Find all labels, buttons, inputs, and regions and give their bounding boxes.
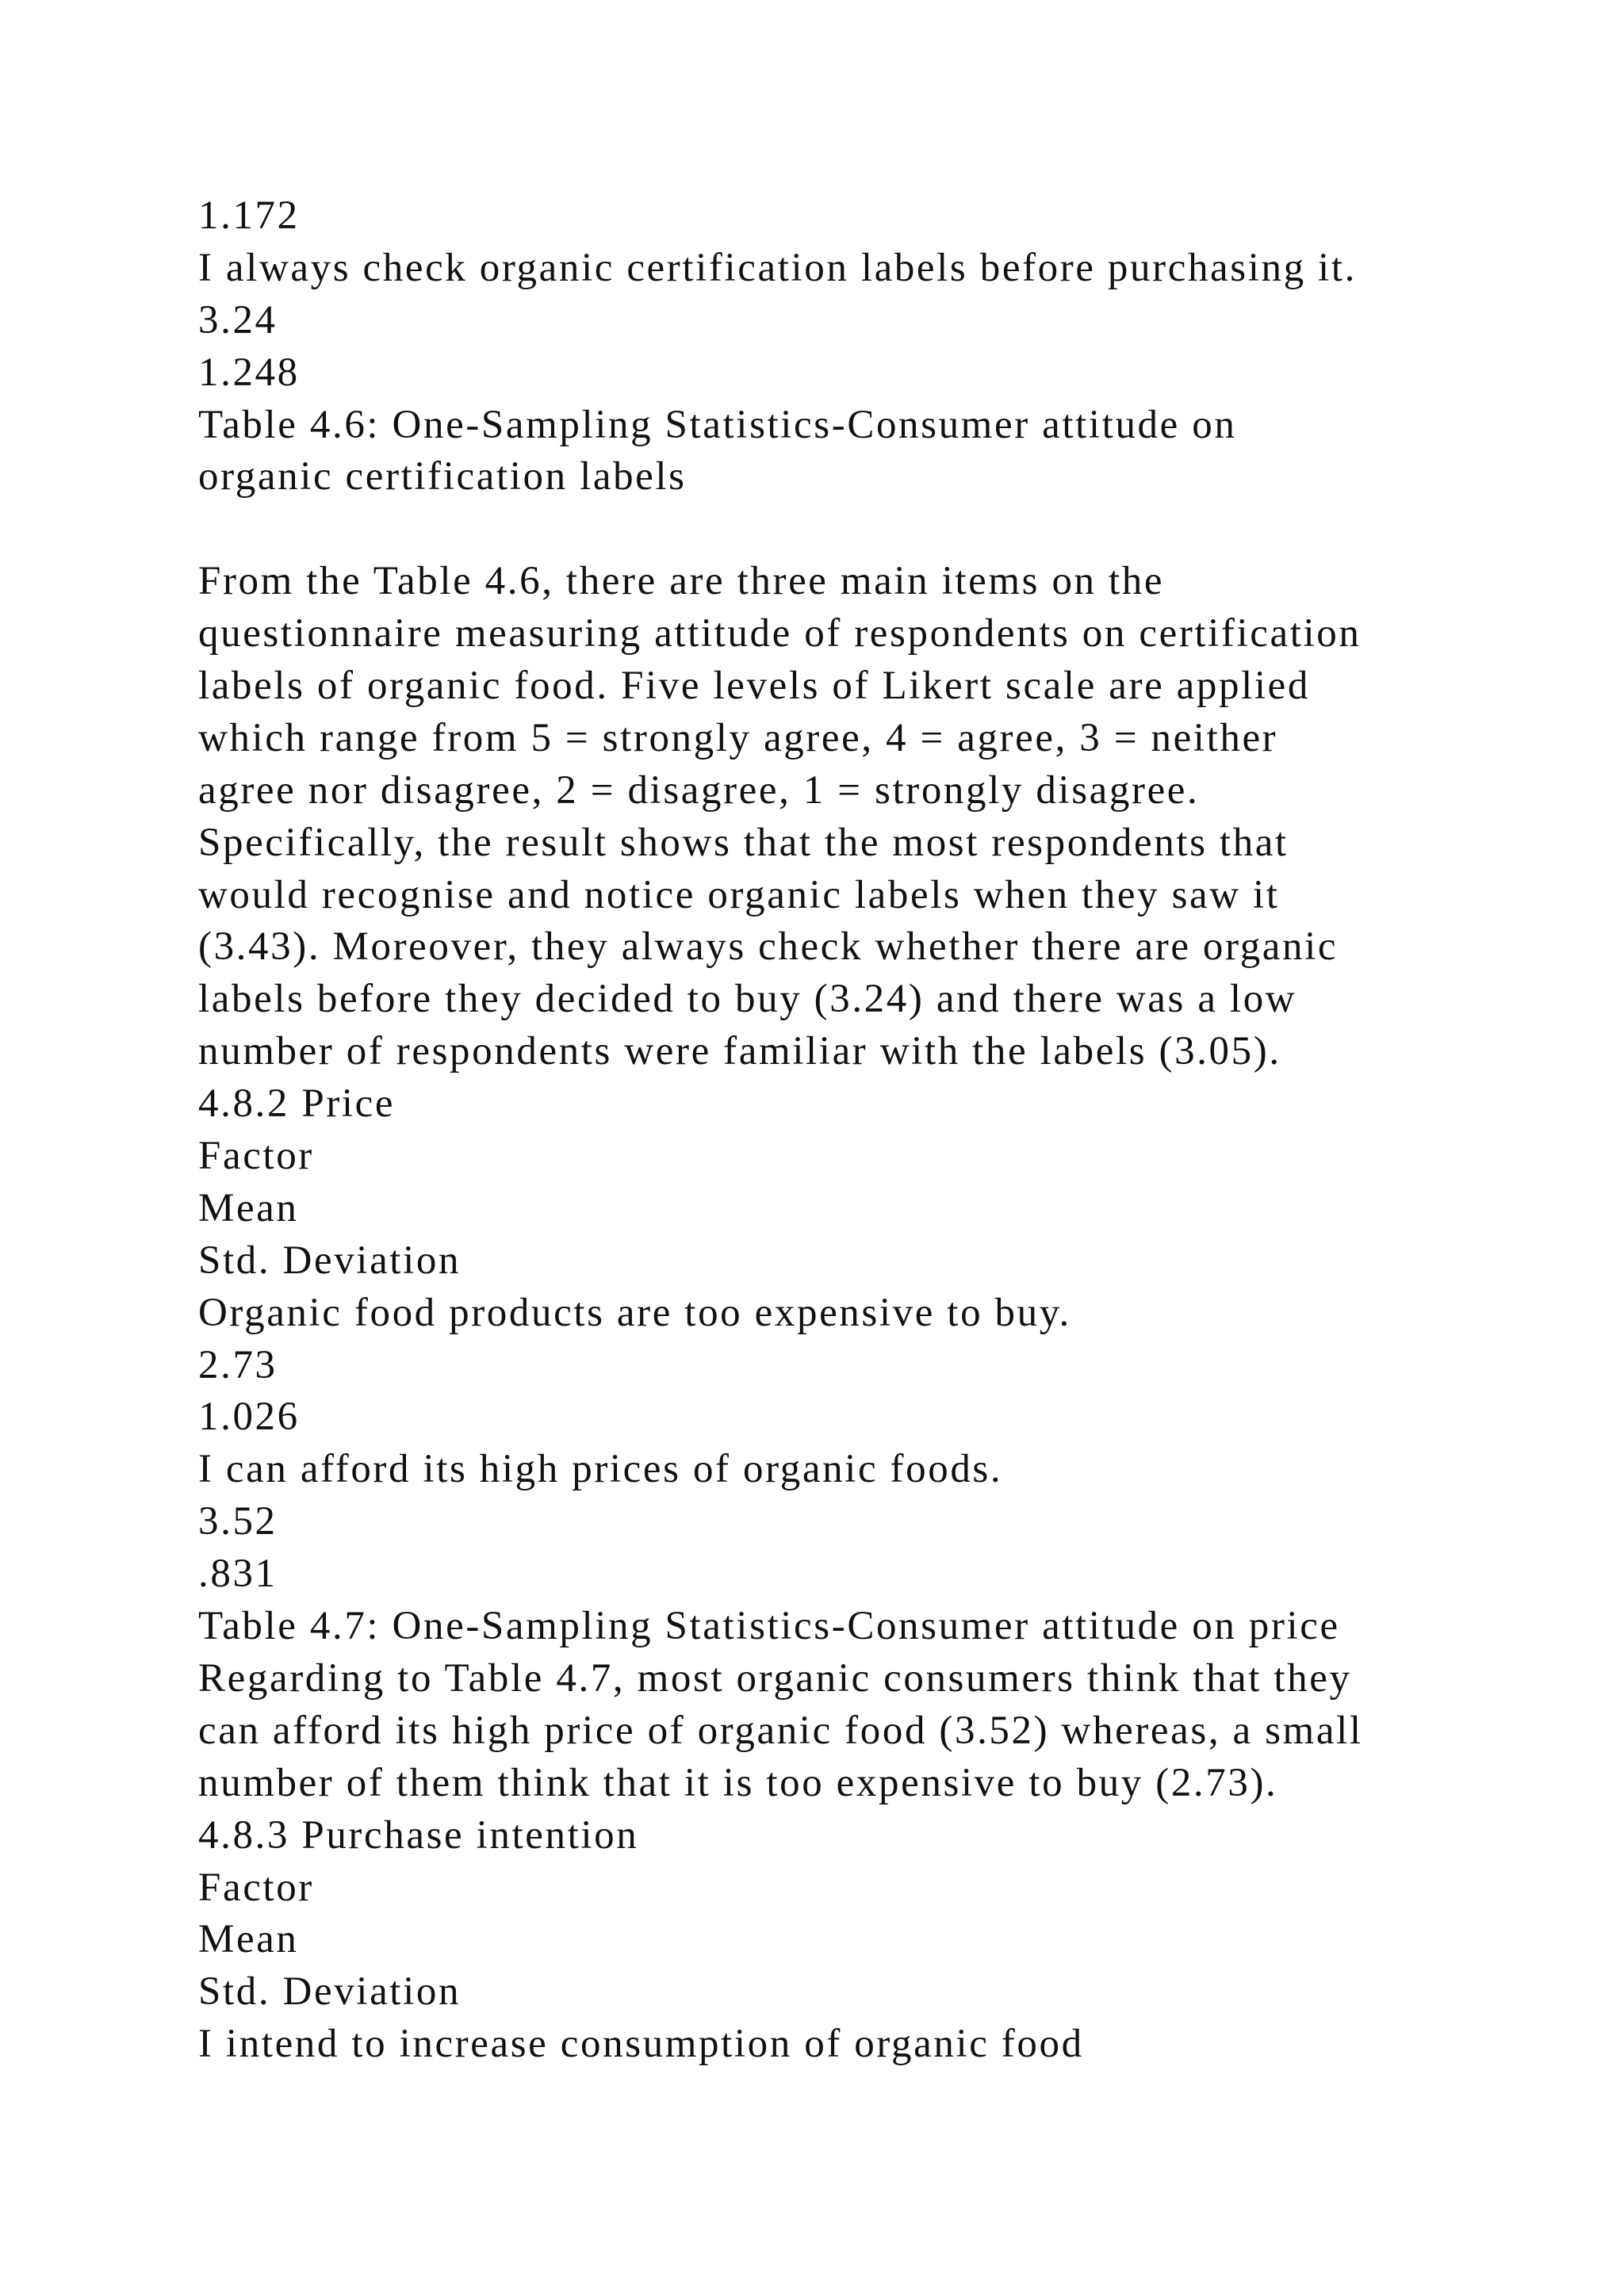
paragraph-line: would recognise and notice organic labels when they saw it <box>198 872 1280 917</box>
table-cell-mean: 3.52 <box>198 1499 278 1544</box>
table-header-std-deviation: Std. Deviation <box>198 1969 462 2015</box>
table-cell-factor: I intend to increase consumption of organic food <box>198 2022 1084 2067</box>
table-cell-factor: I can afford its high prices of organic foods. <box>198 1447 1003 1492</box>
table-cell-mean: 2.73 <box>198 1342 278 1387</box>
paragraph-line: Specifically, the result shows that the most respondents that <box>198 820 1289 865</box>
table-header-mean: Mean <box>198 1917 299 1962</box>
paragraph-line: From the Table 4.6, there are three main items on the <box>198 559 1165 604</box>
table-header-factor: Factor <box>198 1134 314 1179</box>
paragraph-line: number of respondents were familiar with the labels (3.05). <box>198 1029 1281 1074</box>
paragraph-line: can afford its high price of organic food (3.52) whereas, a small <box>198 1708 1363 1753</box>
paragraph-line: agree nor disagree, 2 = disagree, 1 = strongly disagree. <box>198 767 1200 813</box>
table-cell-std-deviation: 1.026 <box>198 1395 300 1440</box>
paragraph-line: number of them think that it is too expensive to buy (2.73). <box>198 1760 1278 1805</box>
section-heading: 4.8.2 Price <box>198 1081 396 1127</box>
table-cell-std-deviation: 1.248 <box>198 350 300 395</box>
blank-line <box>198 503 1499 556</box>
document-body <box>198 190 1499 2071</box>
paragraph-line: (3.43). Moreover, they always check whether there are organic <box>198 924 1339 970</box>
table-cell-std-deviation: .831 <box>198 1552 278 1597</box>
table-caption: organic certification labels <box>198 454 687 499</box>
table-cell-std-deviation: 1.172 <box>198 193 300 238</box>
table-header-factor: Factor <box>198 1865 314 1910</box>
table-caption: Table 4.6: One-Sampling Statistics-Consumer attitude on <box>198 402 1237 447</box>
table-cell-mean: 3.24 <box>198 297 278 342</box>
table-header-std-deviation: Std. Deviation <box>198 1238 462 1283</box>
table-cell-factor: I always check organic certification labels before purchasing it. <box>198 245 1357 290</box>
table-caption: Table 4.7: One-Sampling Statistics-Consumer attitude on price <box>198 1604 1340 1649</box>
paragraph-line: Regarding to Table 4.7, most organic consumers think that they <box>198 1655 1352 1701</box>
paragraph-line: labels before they decided to buy (3.24) and there was a low <box>198 977 1297 1022</box>
paragraph-line: questionnaire measuring attitude of respondents on certification <box>198 611 1362 656</box>
paragraph-line: labels of organic food. Five levels of Likert scale are applied <box>198 664 1310 709</box>
table-header-mean: Mean <box>198 1185 299 1230</box>
paragraph-line: which range from 5 = strongly agree, 4 = agree, 3 = neither <box>198 715 1278 760</box>
section-heading: 4.8.3 Purchase intention <box>198 1812 639 1858</box>
table-cell-factor: Organic food products are too expensive to buy. <box>198 1290 1071 1335</box>
